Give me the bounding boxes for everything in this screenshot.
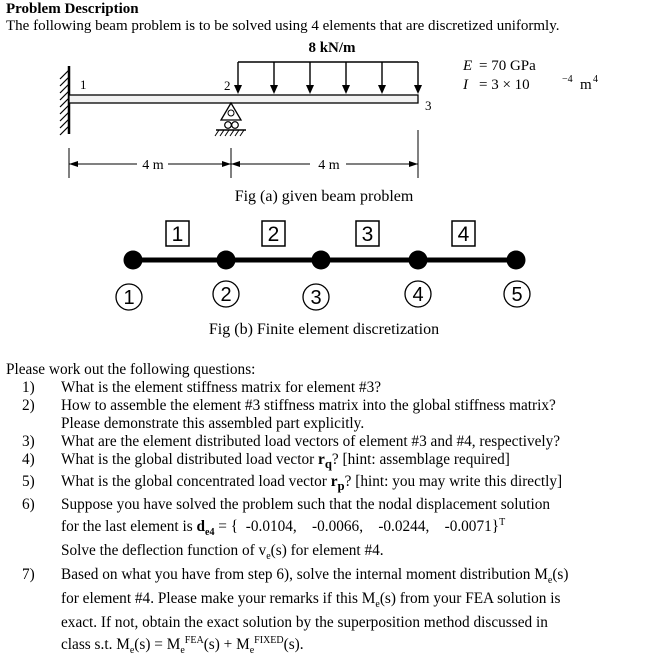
- dim-left-label: 4 m: [142, 158, 164, 173]
- beam-node-3: 3: [425, 98, 432, 113]
- question-1: [6, 379, 648, 397]
- dim-right-label: 4 m: [318, 158, 340, 173]
- question-7: [6, 566, 648, 660]
- element-1: 1: [171, 223, 184, 246]
- load-label: 8 kN/m: [308, 40, 356, 56]
- question-number: 1): [22, 378, 35, 396]
- question-text: Suppose you have solved the problem such that the nodal displacement solution: [61, 496, 550, 514]
- fe-node-4: 4: [412, 284, 424, 306]
- svg-text:−4: −4: [562, 74, 573, 85]
- material-properties: [462, 58, 598, 93]
- question-text: Based on what you have from step 6), solve the internal moment distribution $M_e(s)$: [61, 566, 569, 587]
- beam-node-1: 1: [80, 77, 87, 92]
- beam: [69, 95, 418, 103]
- question-2: [6, 397, 648, 433]
- intro-text: The following beam problem is to be solved using 4 elements that are discretized uniformly.: [6, 18, 560, 34]
- svg-text:4: 4: [593, 74, 598, 85]
- fig-a-caption: Fig (a) given beam problem: [234, 188, 414, 205]
- question-number: 5): [22, 473, 35, 491]
- beam-node-2: 2: [224, 78, 231, 93]
- element-2: 2: [267, 223, 280, 246]
- question-3: [6, 433, 648, 451]
- questions-section: [6, 361, 648, 660]
- question-text: What are the element distributed load vectors of element #3 and #4, respectively?: [61, 432, 561, 450]
- question-text: Please demonstrate this assembled part explicitly.: [61, 414, 365, 432]
- problem-heading: Problem Description: [6, 1, 139, 17]
- question-text: Solve the deflection function of $v_e(s)$ for element #4.: [61, 542, 384, 563]
- question-number: 6): [22, 496, 35, 514]
- svg-text:I: I: [463, 77, 468, 93]
- fe-node-3: 3: [310, 287, 322, 309]
- svg-text:= 70 GPa: = 70 GPa: [479, 58, 536, 74]
- element-3: 3: [361, 223, 374, 246]
- load-arrows: [238, 62, 418, 91]
- question-text: What is the element stiffness matrix for element #3?: [61, 378, 382, 396]
- question-5: [6, 473, 648, 496]
- element-4: 4: [457, 223, 470, 246]
- questions-intro: Please work out the following questions:: [6, 361, 256, 378]
- question-text: class s.t. $M_e(s) = M_e^{FEA}(s) + M_e^{FIXED}(s)$.: [61, 635, 304, 657]
- fe-node-5: 5: [511, 284, 523, 306]
- question-number: 2): [22, 396, 35, 414]
- question-text: exact. If not, obtain the exact solution by the superposition method discussed in: [61, 614, 548, 632]
- roller-support: [215, 103, 246, 136]
- fe-node-1: 1: [123, 287, 135, 309]
- question-text: for the last element is $d_{e4}$ = { -0.0104, -0.0066, -0.0244, -0.0071}$^T$: [61, 517, 506, 539]
- fe-node-2: 2: [220, 284, 232, 306]
- question-text: for element #4. Please make your remarks if this $M_e(s)$ from your FEA solution is: [61, 590, 561, 611]
- svg-text:= 3 × 10: = 3 × 10: [479, 77, 530, 93]
- fig-b-caption: Fig (b) Finite element discretization: [208, 321, 440, 338]
- question-4: [6, 451, 648, 474]
- question-number: 7): [22, 566, 35, 584]
- svg-text:m: m: [580, 77, 592, 93]
- question-number: 4): [22, 450, 35, 468]
- svg-text:E: E: [463, 58, 473, 74]
- question-text: How to assemble the element #3 stiffness matrix into the global stiffness matrix?: [61, 396, 556, 414]
- question-6: [6, 496, 648, 566]
- question-text: What is the global concentrated load vector $r_p$? [hint: you may write this directly]: [61, 473, 563, 494]
- question-number: 3): [22, 432, 35, 450]
- question-text: What is the global distributed load vector $r_q$? [hint: assemblage required]: [61, 450, 510, 471]
